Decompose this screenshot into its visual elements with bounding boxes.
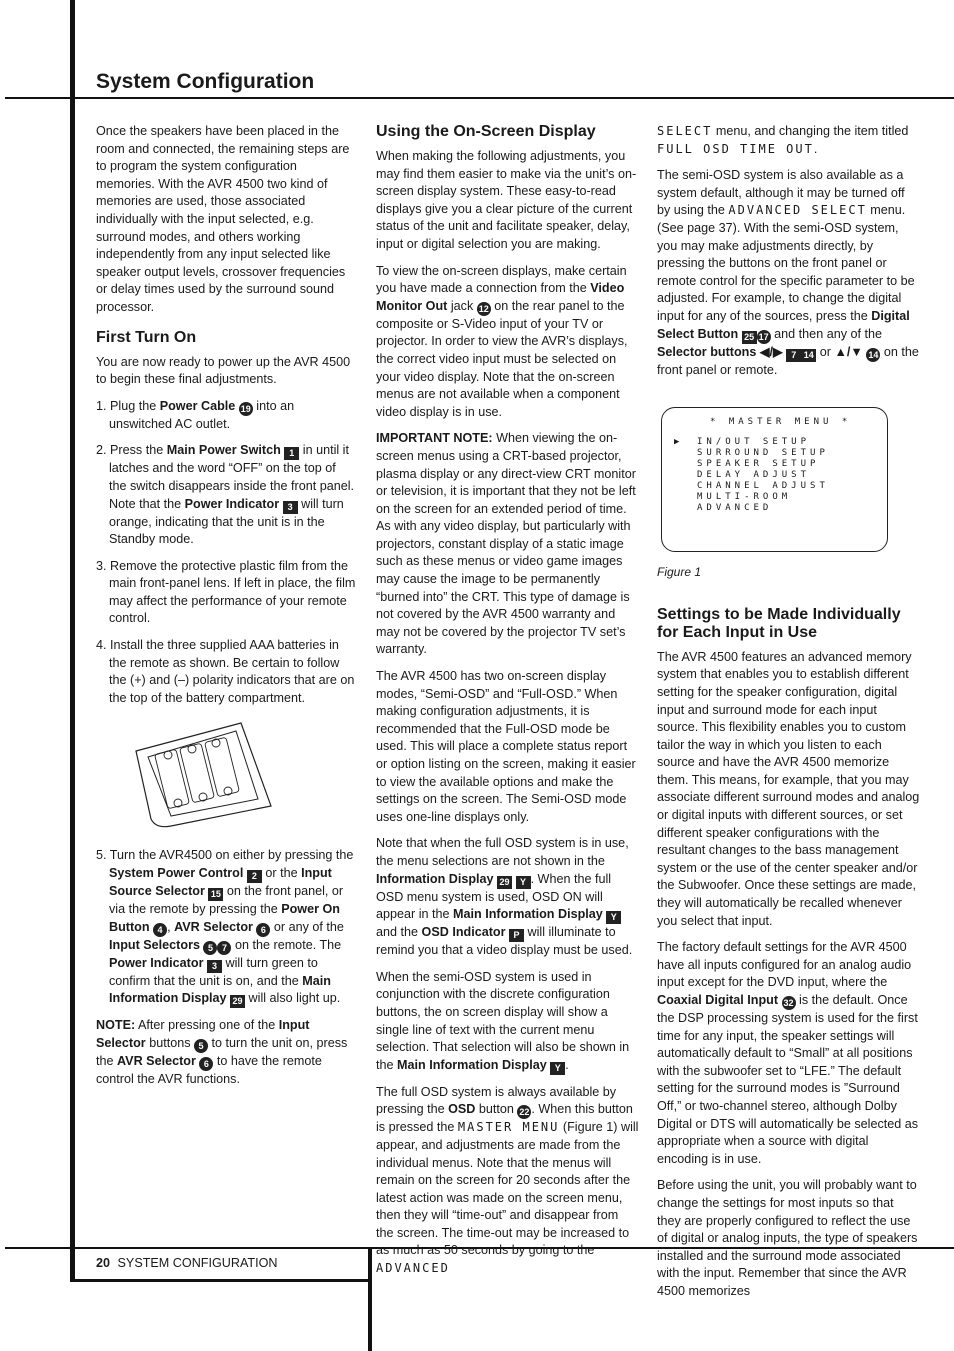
menu-item-channel-adjust: CHANNEL ADJUST [697,481,829,492]
step-4: 4. Install the three supplied AAA batteries in the remote as shown. Be certain to follow the (+) and (–) polarity indicators that are on the top of the battery compartment. [96,638,355,705]
callout-22: 22 [519,1107,530,1118]
osd-paragraph-2: To view the on-screen displays, make certain you have made a connection from the Video Monitor Out jack 12 on the rear panel to the composite or S-Video input of your TV or projector. In order to view the AVR’s displays, the correct video input must be selected on your video display. Note that the on-screen menus are not available when a component video display is in use. [376,263,628,419]
footer-section: SYSTEM CONFIGURATION [117,1256,278,1270]
intro-paragraph: Once the speakers have been placed in the room and connected, the remaining steps are to program the system configuration memories. With the AVR 4500 two kind of memories are used, those associated individually with the input selected, e.g. surround modes, and others working independently from any input selected like speaker output levels, crossover frequencies or delay times used by the surround sound processor. [96,124,350,314]
step-3: 3. Remove the protective plastic film from the main front-panel lens. If left in place, the film may affect the performance of your remote control. [96,558,356,626]
note-paragraph: NOTE: After pressing one of the Input Selector buttons 5 to turn the unit on, press the AVR Selector 6 to have the remote control the AVR functions. [96,1018,348,1086]
callout-3: 3 [283,501,298,514]
header-rule [5,97,954,99]
callout-19: 19 [240,403,251,414]
osd-paragraph-1: When making the following adjustments, you may find them easier to make via the unit’s on-screen display system. These easy-to-read displays give you a clear picture of the current status of the unit and facilitate speaker, delay, input or digital selection you are making. [376,149,637,251]
steps-list [96,398,356,708]
col3-paragraph-5: Before using the unit, you will probably want to change the settings for most inputs so that they are properly configured to reflect the use of digital or analog inputs, the type of speakers installed and the surround mode associated with the input. Remember that since the AVR 4500 memorizes [657,1178,918,1298]
column-2 [376,123,639,1287]
osd-paragraph-4: Note that when the full OSD system is in use, the menu selections are not shown in the Information Display 29 Y . When the full OSD menu system is used, OSD ON will appear in the Main Information Display Y and the OSD Indicator P will illuminate to remind you that a video display must be used. [376,836,633,958]
callout-6b: 6 [199,1057,213,1071]
callout-15: 15 [208,888,223,901]
callout-25: 25 [742,331,757,344]
footer-underline [70,1279,372,1282]
callout-7: 7 [217,941,231,955]
callout-4: 4 [153,923,167,937]
callout-Y3: Y [550,1062,565,1075]
menu-item-surround-setup: SURROUND SETUP [697,448,829,459]
menu-item-speaker-setup: SPEAKER SETUP [697,459,820,470]
menu-item-in-out-setup: IN/OUT SETUP [697,437,811,448]
page-title: System Configuration [96,70,315,93]
callout-1: 1 [284,447,299,460]
menu-item-multi-room: MULTI-ROOM [697,492,792,503]
master-menu-title: * MASTER MENU * [710,417,852,428]
step-2: 2. Press the Main Power Switch 1 in until it latches and the word “OFF” on the top of the switch disappears inside the front panel. Note that the Power Indicator 3 will turn orange, indicating that the unit is in the Standby mode. [96,443,355,547]
ready-paragraph: You are now ready to power up the AVR 4500 to begin these final adjustments. [96,354,351,387]
step-5: 5. Turn the AVR4500 on either by pressing the System Power Control 2 or the Input Source Selector 15 on the front panel, or via the remote by pressing the Power On Button 4 , AVR Selector 6 or any of the Input Selectors 5 7 on the remote. The Power Indicator 3 will turn green to confirm that the unit is on, and the Main Information Display 29 will also light up. [96,848,354,1007]
osd-heading: Using the On-Screen Display [376,123,596,140]
menu-cursor-icon: ▶ [674,437,680,448]
osd-paragraph-3: The AVR 4500 has two on-screen display modes, “Semi-OSD” and “Full-OSD.” When making configuration adjustments, it is recommended that the Full-OSD mode be used. This will place a complete status report or option listing on the screen, making it easier to view the available options and make the settings on the screen. The Semi-OSD mode uses one-line displays only. [376,669,636,824]
page-footer [96,1256,278,1270]
callout-14b: 14 [868,349,879,360]
callout-32: 32 [783,998,794,1008]
column-3 [657,123,920,1310]
osd-paragraph-6: The full OSD system is always available by pressing the OSD button 22 . When this button is pressed the MASTER MENU (Figure 1) will appear, and adjustments are made from the individual menus. Note that the menus will remain on the screen for 20 seconds after the latest action was made on the screen menu, then they will “time-out” and disappear from the screen. The time-out may be increased to as much as 50 seconds by going to the ADVANCED [376,1084,639,1276]
callout-Y: Y [516,876,531,889]
callout-7: 7 [786,349,801,362]
callout-29b: 29 [497,876,512,889]
callout-3b: 3 [207,960,222,973]
callout-5b: 5 [194,1039,208,1053]
col3-paragraph-2: The semi-OSD system is also available as a system default, although it may be turned off by using the ADVANCED SELECT menu. (See page 37). With the semi-OSD system, you may make adjustments directly, by pressing the buttons on the front panel or remote control for the specific parameter to be adjusted. For example, to change the digital input for any of the sources, press the Digital Select Button 25 17 and then any of the Selector buttons ◀/▶ 7 14 or ▲/▼ 14 on the front panel or remote. [657,168,919,377]
figure-caption: Figure 1 [657,565,702,580]
col3-paragraph-4: The factory default settings for the AVR 4500 have all inputs configured for an analog audio input except for the DVD input, where the Coaxial Digital Input 32 is the default. Once the DSP processing system is used for the first time for any input, the speaker settings will automatically default to “Small” at all positions with the subwoofer set to “LFE.” The default setting for the surround modes is ”Surround Off,” or two-channel stereo, although Dolby Digital or DTS will automatically be selected as appropriate when a source with digital encoding is in use. [657,940,919,1166]
first-turn-on-heading: First Turn On [96,328,197,346]
callout-Y2: Y [606,911,621,924]
footer-border-bar [368,1248,372,1351]
callout-17: 17 [758,331,769,342]
settings-heading: Settings to be Made Individually for Each Input in Use [657,605,901,641]
col3-paragraph-3: The AVR 4500 features an advanced memory system that enables you to establish different setting for the speaker configuration, digital input and surround mode for each input source. This flexibility enables you to custom tailor the way in which you listen to each source and have the AVR 4500 memorize them. This means, for example, that you may associate different surround modes and analog or digital inputs with different sources, or set different speaker configurations with the resultant changes to the bass management system or the use of the center speaker and/or the Subwoofer. Once these settings are made, they will automatically be recalled whenever you select that input. [657,649,920,928]
left-border-bar [70,0,75,1282]
callout-2: 2 [247,870,262,883]
master-menu-figure [661,407,888,552]
callout-29: 29 [230,995,245,1008]
column-1 [96,123,356,1097]
battery-compartment-illustration [126,721,276,831]
step-1: 1. Plug the Power Cable 19 into an unswitched AC outlet. [96,398,295,431]
callout-12: 12 [478,303,489,314]
callout-5: 5 [203,941,217,955]
osd-paragraph-5: When the semi-OSD system is used in conjunction with the discrete configuration buttons, the on screen display will show a single line of text with the current menu selection. That selection will also be shown in the Main Information Display Y . [376,969,630,1073]
callout-14: 14 [801,349,816,362]
page-number: 20 [96,1256,111,1270]
important-note: IMPORTANT NOTE: When viewing the on-screen menus using a CRT-based projector, plasma display or any direct-view CRT monitor or television, it is important that they not be left on the screen for an extended period of time. As with any video display, but particularly with projectors, constant display of a static image such as these menus or video game images may cause the image to be permanently “burned into” the CRT. This type of damage is not covered by the AVR 4500 warranty and may not be covered by the projector TV set’s warranty. [376,431,636,657]
steps-list-2 [96,847,356,1008]
col3-paragraph-1: SELECT menu, and changing the item titled FULL OSD TIME OUT. [657,124,909,156]
callout-6: 6 [256,923,270,937]
menu-item-delay-adjust: DELAY ADJUST [697,470,811,481]
menu-item-advanced: ADVANCED [697,503,773,514]
callout-P: P [509,929,524,942]
master-menu-items [697,437,829,514]
